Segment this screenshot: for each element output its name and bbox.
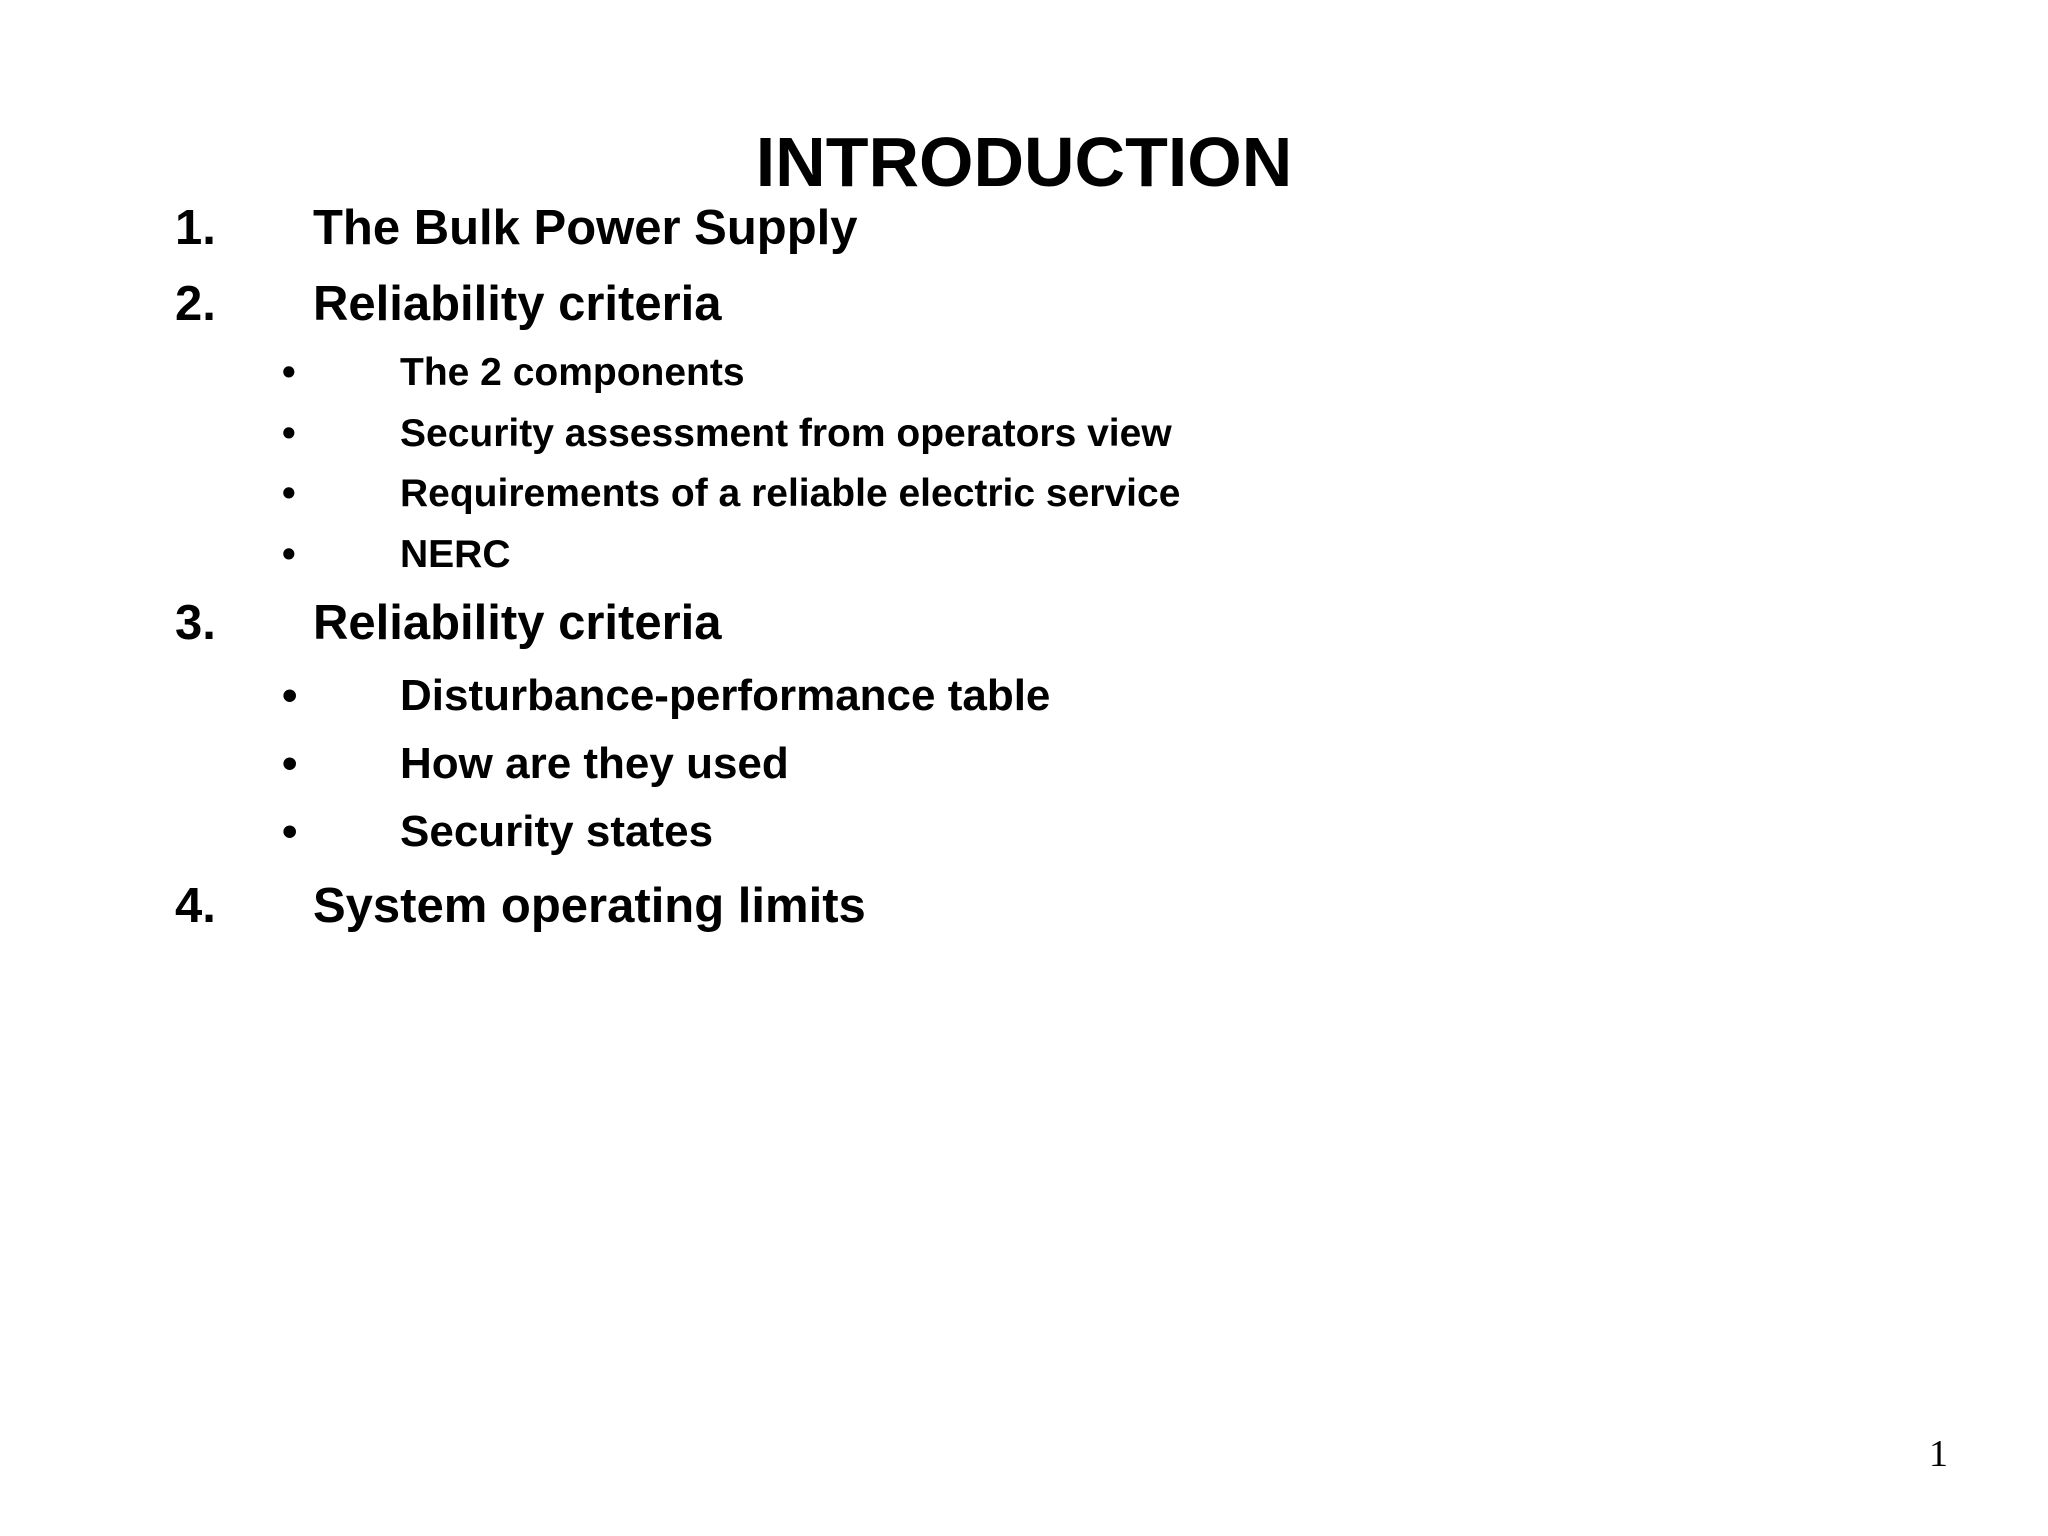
sub-item bbox=[0, 409, 2048, 461]
sub-item bbox=[0, 348, 2048, 400]
item-text: Security assessment from operators view bbox=[400, 412, 1172, 455]
item-text: Security states bbox=[400, 807, 714, 856]
bullet-icon: • bbox=[282, 671, 298, 720]
page-number: 1 bbox=[1929, 1433, 1948, 1475]
item-text: System operating limits bbox=[313, 879, 866, 933]
bullet-icon: • bbox=[282, 351, 296, 394]
outline-item-4 bbox=[0, 876, 2048, 936]
item-number: 1. bbox=[175, 201, 216, 255]
sub-item bbox=[0, 469, 2048, 521]
bullet-icon: • bbox=[282, 472, 296, 515]
bullet-icon: • bbox=[282, 412, 296, 455]
item-text: How are they used bbox=[400, 739, 789, 788]
bullet-icon: • bbox=[282, 807, 298, 856]
sub-item bbox=[0, 804, 2048, 856]
item-number: 3. bbox=[175, 596, 216, 650]
bullet-icon: • bbox=[282, 533, 296, 576]
sub-item bbox=[0, 530, 2048, 582]
slide-title: INTRODUCTION bbox=[755, 122, 1293, 201]
outline-item-2 bbox=[0, 274, 2048, 334]
outline-item-3 bbox=[0, 593, 2048, 653]
bullet-icon: • bbox=[282, 739, 298, 788]
item-number: 2. bbox=[175, 277, 216, 331]
item-text: Disturbance-performance table bbox=[400, 671, 1051, 720]
sub-item bbox=[0, 736, 2048, 788]
item-text: The Bulk Power Supply bbox=[313, 201, 858, 255]
item-text: The 2 components bbox=[400, 351, 745, 394]
outline-item-1 bbox=[0, 198, 2048, 258]
item-number: 4. bbox=[175, 879, 216, 933]
item-text: Reliability criteria bbox=[313, 596, 722, 650]
item-text: NERC bbox=[400, 533, 511, 576]
item-text: Reliability criteria bbox=[313, 277, 722, 331]
item-text: Requirements of a reliable electric service bbox=[400, 472, 1181, 515]
sub-item bbox=[0, 668, 2048, 720]
